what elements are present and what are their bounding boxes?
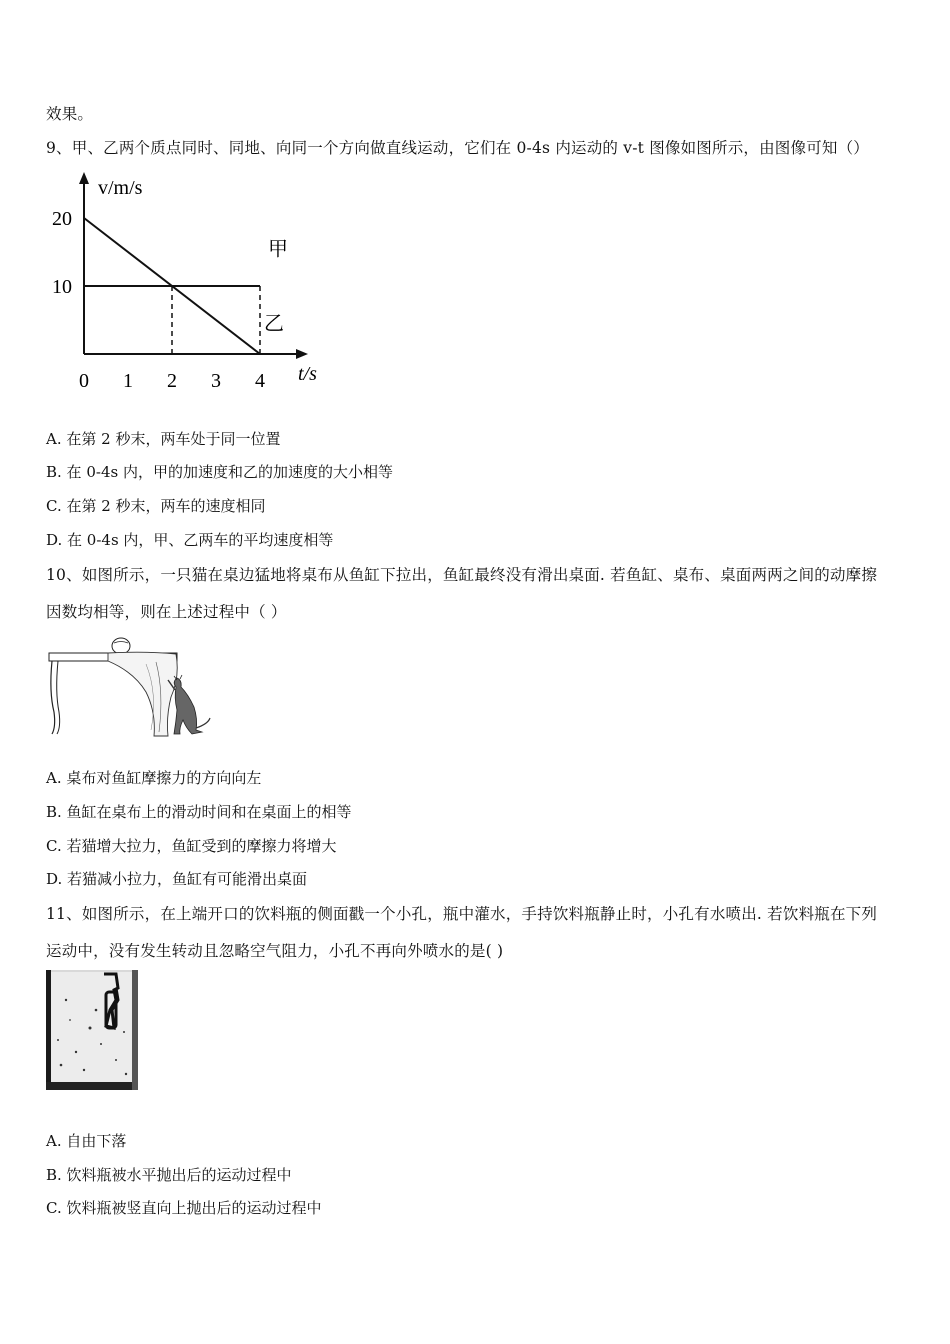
q11-option-c: C. 饮料瓶被竖直向上抛出后的运动过程中 [46, 1199, 322, 1217]
x-axis-arrow [296, 349, 308, 359]
series-label: 甲 [268, 238, 288, 261]
y-axis-arrow [79, 172, 89, 184]
x-tick-label: 3 [211, 370, 221, 392]
question-10-stem-line1: 10、如图所示，一只猫在桌边猛地将桌布从鱼缸下拉出，鱼缸最终没有滑出桌面. 若鱼缸、桌布、桌面两两之间的动摩擦 [46, 566, 878, 584]
x-axis-label: t/s [298, 363, 317, 385]
x-tick-label: 1 [123, 370, 133, 392]
q9-option-a: A. 在第 2 秒末，两车处于同一位置 [46, 430, 281, 448]
question-10-stem-line2: 因数均相等，则在上述过程中（ ） [46, 603, 287, 621]
x-tick-label: 0 [79, 370, 89, 392]
q9-option-d: D. 在 0-4s 内，甲、乙两车的平均速度相等 [46, 531, 334, 549]
q9-option-b: B. 在 0-4s 内，甲的加速度和乙的加速度的大小相等 [46, 463, 393, 481]
cat-tablecloth-illustration [46, 632, 216, 742]
q10-option-b: B. 鱼缸在桌布上的滑动时间和在桌面上的相等 [46, 803, 352, 821]
q10-option-a: A. 桌布对鱼缸摩擦力的方向向左 [46, 769, 262, 787]
q11-option-a: A. 自由下落 [46, 1132, 127, 1150]
q9-option-c: C. 在第 2 秒末，两车的速度相同 [46, 497, 266, 515]
y-axis-label: v/m/s [98, 177, 143, 199]
question-11-stem-line2: 运动中，没有发生转动且忽略空气阻力，小孔不再向外喷水的是( ) [46, 942, 504, 960]
vt-chart [40, 168, 340, 398]
x-tick-label: 2 [167, 370, 177, 392]
y-tick-label: 20 [52, 208, 72, 230]
question-11-stem-line1: 11、如图所示，在上端开口的饮料瓶的侧面戳一个小孔，瓶中灌水，手持饮料瓶静止时，小孔有水喷出. 若饮料瓶在下列 [46, 905, 878, 923]
q10-option-d: D. 若猫减小拉力，鱼缸有可能滑出桌面 [46, 870, 308, 888]
q11-option-b: B. 饮料瓶被水平抛出后的运动过程中 [46, 1166, 292, 1184]
y-tick-label: 10 [52, 276, 72, 298]
series-label: 乙 [264, 313, 284, 336]
bottle-photo [46, 970, 138, 1090]
intro-fragment: 效果。 [46, 105, 94, 123]
question-9-stem: 9、甲、乙两个质点同时、同地、向同一个方向做直线运动，它们在 0-4s 内运动的 v-t 图像如图所示，由图像可知（） [46, 139, 870, 157]
x-tick-label: 4 [255, 370, 265, 392]
q10-option-c: C. 若猫增大拉力，鱼缸受到的摩擦力将增大 [46, 837, 337, 855]
